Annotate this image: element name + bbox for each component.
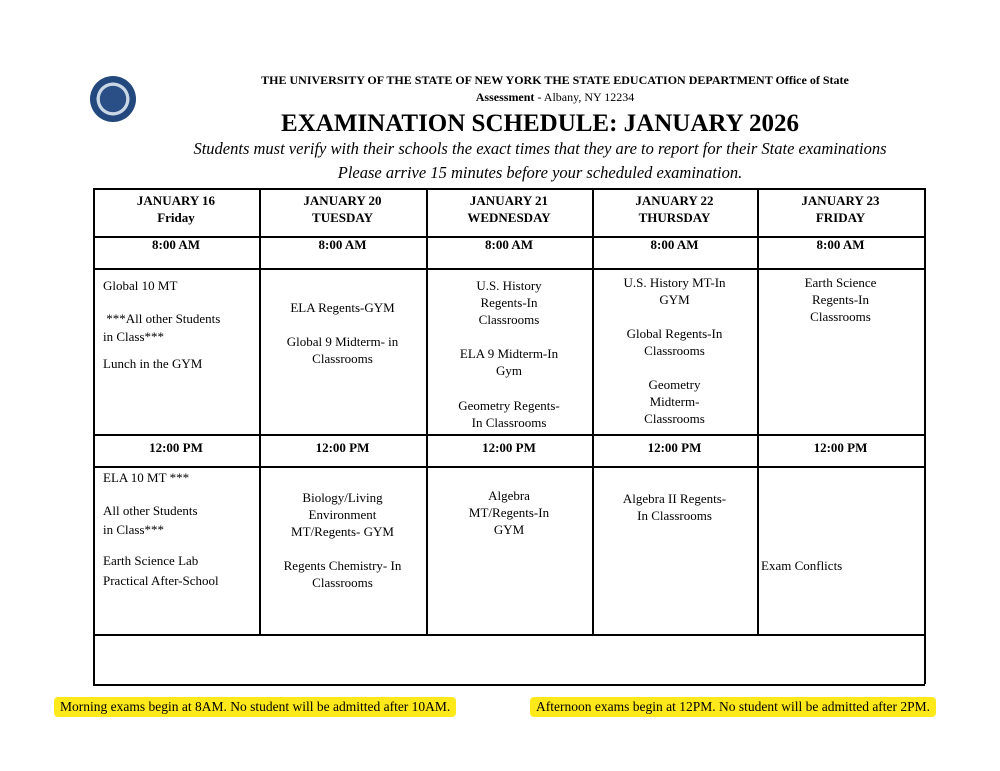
subtitle-arrive: Please arrive 15 minutes before your scheduled examination.	[337, 163, 743, 182]
am-time: 8:00 AM	[484, 237, 534, 252]
day-weekday: TUESDAY	[312, 210, 373, 225]
assessment-label: Assessment	[475, 90, 535, 104]
pm-exam-line: GYM	[493, 522, 525, 537]
am-exam-line: Geometry	[648, 377, 701, 392]
am-exam-line: Lunch in the GYM	[103, 356, 203, 371]
am-exam-line: U.S. History	[476, 278, 542, 293]
pm-exam-line: Practical After-School	[103, 573, 219, 588]
pm-exam-line: ELA 10 MT ***	[103, 470, 190, 485]
am-exam-line: Classrooms	[312, 351, 373, 366]
pm-exam-line: Earth Science Lab	[103, 553, 199, 568]
am-time: 8:00 AM	[816, 237, 865, 252]
day-weekday: FRIDAY	[815, 210, 866, 225]
page-title: EXAMINATION SCHEDULE: JANUARY 2026	[281, 110, 799, 137]
table-rule	[93, 634, 925, 636]
pm-exam-line: in Class***	[103, 522, 165, 537]
am-exam-line: Earth Science	[804, 275, 877, 290]
am-exam-line: Regents-In	[811, 292, 870, 307]
subtitle-verify: Students must verify with their schools the exact times that they are to report for their State examinations	[193, 139, 887, 158]
am-exam-line: Global 10 MT	[103, 278, 178, 293]
pm-exam-line: Regents Chemistry- In	[283, 558, 402, 573]
header-line-1: THE UNIVERSITY OF THE STATE OF NEW YORK THE STATE EDUCATION DEPARTMENT Office of State	[261, 73, 849, 87]
pm-exam-line: Exam Conflicts	[761, 558, 843, 573]
pm-exam-line: MT/Regents- GYM	[291, 524, 394, 539]
am-exam-line: ***All other Students	[103, 311, 221, 326]
am-exam-line: Midterm-	[649, 394, 700, 409]
pm-exam-line: Biology/Living	[302, 490, 383, 505]
am-exam-line: Gym	[496, 363, 522, 378]
am-exam-line: Classrooms	[478, 312, 540, 327]
day-date: JANUARY 23	[801, 193, 880, 208]
header-line-2	[160, 90, 950, 105]
table-rule	[93, 466, 925, 468]
day-weekday: Friday	[157, 210, 195, 225]
table-rule	[93, 684, 925, 686]
pm-exam-line: Environment	[308, 507, 377, 522]
day-date: JANUARY 22	[635, 193, 714, 208]
morning-note: Morning exams begin at 8AM. No student will be admitted after 10AM.	[54, 697, 456, 717]
day-weekday: THURSDAY	[638, 210, 711, 225]
am-time: 8:00 AM	[650, 237, 699, 252]
pm-exam-line: MT/Regents-In	[468, 505, 550, 520]
afternoon-note: Afternoon exams begin at 12PM. No student will be admitted after 2PM.	[530, 697, 936, 717]
pm-exam-line: Classrooms	[312, 575, 373, 590]
table-rule	[924, 188, 926, 684]
am-exam-line: Global Regents-In	[626, 326, 723, 341]
am-exam-line: ELA Regents-GYM	[290, 300, 395, 315]
table-rule	[93, 268, 925, 270]
am-exam-line: Geometry Regents-	[458, 398, 560, 413]
pm-time: 12:00 PM	[149, 440, 203, 455]
am-exam-line: GYM	[659, 292, 690, 307]
am-exam-line: Global 9 Midterm- in	[286, 334, 399, 349]
pm-exam-line: In Classrooms	[637, 508, 712, 523]
am-time: 8:00 AM	[151, 237, 201, 252]
am-exam-line: Regents-In	[480, 295, 538, 310]
am-exam-line: ELA 9 Midterm-In	[459, 346, 559, 361]
pm-time: 12:00 PM	[482, 440, 536, 455]
pm-exam-line: Algebra	[488, 488, 530, 503]
pm-time: 12:00 PM	[647, 440, 702, 455]
am-exam-line: in Class***	[103, 329, 165, 344]
day-date: JANUARY 21	[469, 193, 549, 208]
pm-time: 12:00 PM	[813, 440, 868, 455]
am-time: 8:00 AM	[318, 237, 367, 252]
table-rule	[757, 188, 759, 634]
table-rule	[93, 434, 925, 436]
am-exam-line: Classrooms	[810, 309, 871, 324]
day-weekday: WEDNESDAY	[467, 210, 551, 225]
am-exam-line: U.S. History MT-In	[623, 275, 726, 290]
am-exam-line: In Classrooms	[471, 415, 547, 430]
day-date: JANUARY 20	[303, 193, 382, 208]
day-date: JANUARY 16	[136, 193, 216, 208]
pm-exam-line: Algebra II Regents-	[622, 491, 727, 506]
table-rule	[93, 188, 925, 190]
am-exam-line: Classrooms	[644, 411, 705, 426]
nys-education-seal-icon	[90, 76, 136, 122]
address: - Albany, NY 12234	[534, 90, 635, 104]
pm-exam-line: All other Students	[103, 503, 198, 518]
am-exam-line: Classrooms	[644, 343, 705, 358]
table-rule	[93, 188, 95, 684]
pm-time: 12:00 PM	[315, 440, 370, 455]
